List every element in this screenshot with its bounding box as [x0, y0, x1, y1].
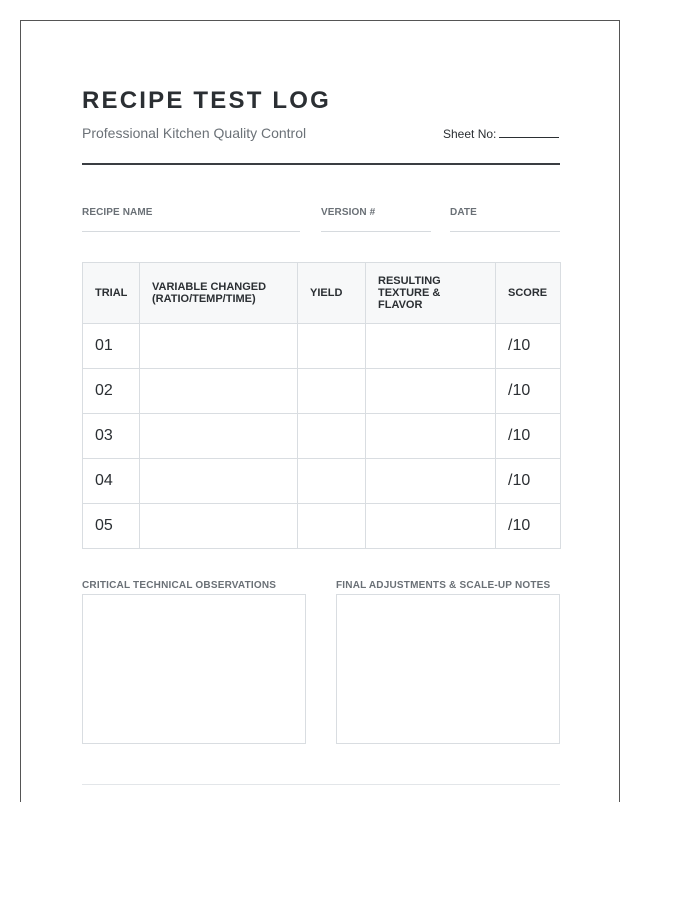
score-cell[interactable]: /10: [496, 369, 561, 414]
trial-number: 03: [83, 414, 140, 459]
col-header-yield: YIELD: [298, 263, 366, 324]
adjustments-box[interactable]: [336, 594, 560, 744]
log-sheet: [20, 20, 620, 802]
score-cell[interactable]: /10: [496, 504, 561, 549]
sheet-number-blank[interactable]: [499, 127, 559, 138]
header-divider: [82, 163, 560, 165]
result-cell[interactable]: [366, 369, 496, 414]
table-row: [83, 504, 561, 549]
sheet-number-field[interactable]: [443, 127, 559, 141]
yield-cell[interactable]: [298, 414, 366, 459]
table-row: [83, 459, 561, 504]
score-cell[interactable]: /10: [496, 414, 561, 459]
result-cell[interactable]: [366, 324, 496, 369]
score-cell[interactable]: /10: [496, 324, 561, 369]
variable-cell[interactable]: [140, 324, 298, 369]
result-cell[interactable]: [366, 459, 496, 504]
yield-cell[interactable]: [298, 504, 366, 549]
trial-number: 05: [83, 504, 140, 549]
table-row: [83, 414, 561, 459]
sheet-number-label: Sheet No:: [443, 127, 497, 141]
col-header-variable: VARIABLE CHANGED (RATIO/TEMP/TIME): [140, 263, 298, 324]
result-cell[interactable]: [366, 504, 496, 549]
trial-number: 01: [83, 324, 140, 369]
yield-cell[interactable]: [298, 324, 366, 369]
col-header-score: SCORE: [496, 263, 561, 324]
trial-number: 02: [83, 369, 140, 414]
adjustments-label: FINAL ADJUSTMENTS & SCALE-UP NOTES: [336, 580, 551, 591]
observations-box[interactable]: [82, 594, 306, 744]
trial-table: [82, 262, 561, 549]
page-title: RECIPE TEST LOG: [82, 87, 332, 114]
page-subtitle: Professional Kitchen Quality Control: [82, 125, 307, 141]
version-label: VERSION #: [321, 207, 376, 218]
variable-cell[interactable]: [140, 459, 298, 504]
variable-cell[interactable]: [140, 369, 298, 414]
yield-cell[interactable]: [298, 369, 366, 414]
recipe-name-field[interactable]: [82, 207, 300, 232]
result-cell[interactable]: [366, 414, 496, 459]
table-header-row: [83, 263, 561, 324]
yield-cell[interactable]: [298, 459, 366, 504]
date-label: DATE: [450, 207, 477, 218]
table-row: [83, 324, 561, 369]
variable-cell[interactable]: [140, 414, 298, 459]
col-header-result: RESULTING TEXTURE & FLAVOR: [366, 263, 496, 324]
recipe-name-label: RECIPE NAME: [82, 207, 153, 218]
col-header-trial: TRIAL: [83, 263, 140, 324]
variable-cell[interactable]: [140, 504, 298, 549]
date-field[interactable]: [450, 207, 560, 232]
observations-label: CRITICAL TECHNICAL OBSERVATIONS: [82, 580, 277, 591]
score-cell[interactable]: /10: [496, 459, 561, 504]
version-field[interactable]: [321, 207, 431, 232]
table-row: [83, 369, 561, 414]
footer-divider: [82, 784, 560, 785]
trial-number: 04: [83, 459, 140, 504]
